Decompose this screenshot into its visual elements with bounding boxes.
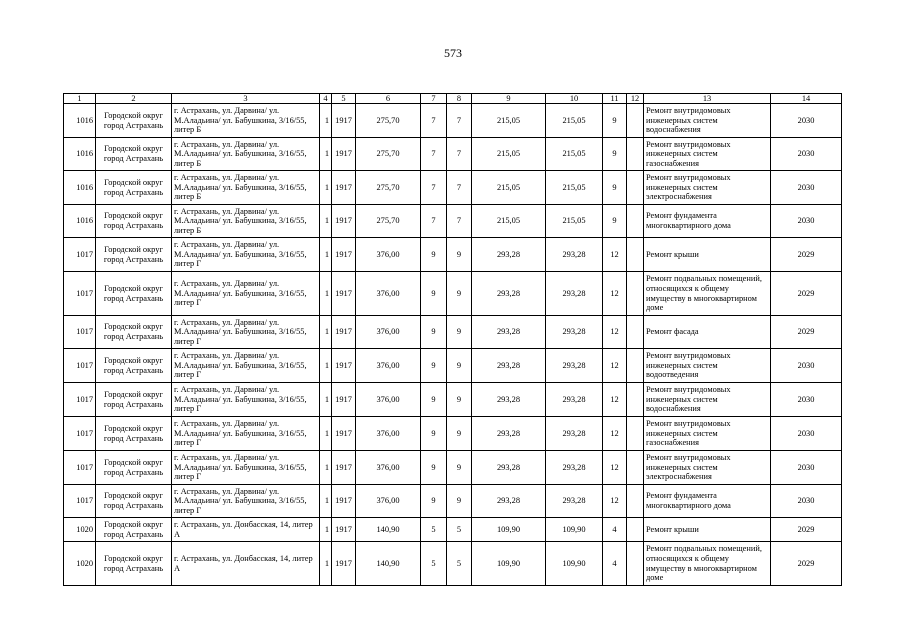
year-built-cell: 1917 bbox=[332, 272, 356, 316]
cell-cell: 1 bbox=[320, 238, 332, 272]
area-cell: 215,05 bbox=[546, 171, 603, 205]
area-cell: 293,28 bbox=[546, 383, 603, 417]
year-built-cell: 1917 bbox=[332, 451, 356, 485]
cell-cell bbox=[627, 518, 644, 542]
column-header: 2 bbox=[96, 94, 172, 104]
cell-cell bbox=[627, 451, 644, 485]
cell-cell bbox=[627, 138, 644, 171]
cell-cell: 7 bbox=[447, 138, 472, 171]
column-header: 11 bbox=[603, 94, 627, 104]
cell-cell: 7 bbox=[421, 104, 447, 138]
planned-year-cell: 2030 bbox=[771, 383, 842, 417]
table-row bbox=[64, 316, 842, 349]
area-total-cell: 376,00 bbox=[356, 485, 421, 518]
work-type-cell: Ремонт внутридомовых инженерных систем водоснабжения bbox=[644, 104, 771, 138]
planned-year-cell: 2030 bbox=[771, 171, 842, 205]
cell-cell: 1 bbox=[320, 205, 332, 238]
table-row bbox=[64, 238, 842, 272]
cell-cell: 9 bbox=[421, 316, 447, 349]
cell-cell: 9 bbox=[447, 272, 472, 316]
residents-cell: 12 bbox=[603, 272, 627, 316]
address-cell: г. Астрахань, ул. Дарвина/ ул. М.Аладьина/ ул. Бабушкина, 3/16/55, литер Б bbox=[172, 138, 320, 171]
year-built-cell: 1917 bbox=[332, 104, 356, 138]
cell-cell bbox=[627, 383, 644, 417]
year-built-cell: 1917 bbox=[332, 205, 356, 238]
residents-cell: 9 bbox=[603, 138, 627, 171]
work-type-cell: Ремонт подвальных помещений, относящихся к общему имуществу в многоквартирном доме bbox=[644, 272, 771, 316]
cell-cell bbox=[627, 316, 644, 349]
area-cell: 293,28 bbox=[472, 272, 546, 316]
column-header: 7 bbox=[421, 94, 447, 104]
municipality-cell: Городской округ город Астрахань bbox=[96, 205, 172, 238]
cell-cell: 5 bbox=[447, 518, 472, 542]
municipality-cell: Городской округ город Астрахань bbox=[96, 542, 172, 586]
year-built-cell: 1917 bbox=[332, 518, 356, 542]
cell-cell: 1 bbox=[320, 485, 332, 518]
planned-year-cell: 2030 bbox=[771, 205, 842, 238]
municipality-cell: Городской округ город Астрахань bbox=[96, 171, 172, 205]
municipality-cell: Городской округ город Астрахань bbox=[96, 272, 172, 316]
planned-year-cell: 2030 bbox=[771, 417, 842, 451]
cell-cell: 1 bbox=[320, 316, 332, 349]
column-header: 10 bbox=[546, 94, 603, 104]
residents-cell: 12 bbox=[603, 383, 627, 417]
area-total-cell: 376,00 bbox=[356, 451, 421, 485]
column-header: 9 bbox=[472, 94, 546, 104]
cell-cell: 9 bbox=[447, 316, 472, 349]
area-total-cell: 376,00 bbox=[356, 349, 421, 383]
address-cell: г. Астрахань, ул. Дарвина/ ул. М.Аладьина/ ул. Бабушкина, 3/16/55, литер Г bbox=[172, 383, 320, 417]
residents-cell: 12 bbox=[603, 238, 627, 272]
building-number-cell: 1017 bbox=[64, 383, 96, 417]
address-cell: г. Астрахань, ул. Донбасская, 14, литер А bbox=[172, 518, 320, 542]
municipality-cell: Городской округ город Астрахань bbox=[96, 485, 172, 518]
area-total-cell: 275,70 bbox=[356, 104, 421, 138]
column-header: 8 bbox=[447, 94, 472, 104]
cell-cell bbox=[627, 104, 644, 138]
cell-cell: 1 bbox=[320, 349, 332, 383]
cell-cell bbox=[627, 205, 644, 238]
municipality-cell: Городской округ город Астрахань bbox=[96, 138, 172, 171]
residents-cell: 12 bbox=[603, 485, 627, 518]
work-type-cell: Ремонт фундамента многоквартирного дома bbox=[644, 485, 771, 518]
building-number-cell: 1020 bbox=[64, 518, 96, 542]
area-cell: 293,28 bbox=[472, 349, 546, 383]
cell-cell bbox=[627, 171, 644, 205]
column-header: 3 bbox=[172, 94, 320, 104]
area-cell: 293,28 bbox=[546, 485, 603, 518]
building-number-cell: 1016 bbox=[64, 205, 96, 238]
page-number: 573 bbox=[444, 46, 462, 60]
work-type-cell: Ремонт фундамента многоквартирного дома bbox=[644, 205, 771, 238]
cell-cell bbox=[627, 542, 644, 586]
work-type-cell: Ремонт внутридомовых инженерных систем водоснабжения bbox=[644, 383, 771, 417]
cell-cell: 7 bbox=[447, 171, 472, 205]
cell-cell: 9 bbox=[421, 451, 447, 485]
cell-cell bbox=[627, 417, 644, 451]
year-built-cell: 1917 bbox=[332, 542, 356, 586]
column-header: 12 bbox=[627, 94, 644, 104]
table-row bbox=[64, 104, 842, 138]
area-total-cell: 140,90 bbox=[356, 518, 421, 542]
table-row bbox=[64, 417, 842, 451]
year-built-cell: 1917 bbox=[332, 485, 356, 518]
area-total-cell: 275,70 bbox=[356, 171, 421, 205]
column-header: 1 bbox=[64, 94, 96, 104]
area-cell: 215,05 bbox=[472, 104, 546, 138]
area-cell: 109,90 bbox=[472, 518, 546, 542]
cell-cell: 9 bbox=[421, 238, 447, 272]
year-built-cell: 1917 bbox=[332, 417, 356, 451]
cell-cell: 1 bbox=[320, 272, 332, 316]
area-cell: 293,28 bbox=[472, 238, 546, 272]
year-built-cell: 1917 bbox=[332, 138, 356, 171]
column-header: 4 bbox=[320, 94, 332, 104]
cell-cell: 7 bbox=[421, 205, 447, 238]
table-row bbox=[64, 485, 842, 518]
table-row bbox=[64, 349, 842, 383]
building-number-cell: 1017 bbox=[64, 451, 96, 485]
address-cell: г. Астрахань, ул. Дарвина/ ул. М.Аладьина/ ул. Бабушкина, 3/16/55, литер Б bbox=[172, 104, 320, 138]
header-row bbox=[64, 94, 842, 104]
municipality-cell: Городской округ город Астрахань bbox=[96, 451, 172, 485]
cell-cell: 1 bbox=[320, 451, 332, 485]
municipality-cell: Городской округ город Астрахань bbox=[96, 238, 172, 272]
area-total-cell: 376,00 bbox=[356, 417, 421, 451]
municipality-cell: Городской округ город Астрахань bbox=[96, 104, 172, 138]
planned-year-cell: 2029 bbox=[771, 542, 842, 586]
cell-cell: 1 bbox=[320, 417, 332, 451]
area-cell: 109,90 bbox=[546, 542, 603, 586]
planned-year-cell: 2029 bbox=[771, 272, 842, 316]
area-total-cell: 140,90 bbox=[356, 542, 421, 586]
address-cell: г. Астрахань, ул. Дарвина/ ул. М.Аладьина/ ул. Бабушкина, 3/16/55, литер Г bbox=[172, 238, 320, 272]
area-total-cell: 275,70 bbox=[356, 205, 421, 238]
area-total-cell: 376,00 bbox=[356, 238, 421, 272]
work-type-cell: Ремонт внутридомовых инженерных систем электроснабжения bbox=[644, 451, 771, 485]
table-body bbox=[64, 104, 842, 586]
table-row bbox=[64, 138, 842, 171]
cell-cell bbox=[627, 272, 644, 316]
cell-cell: 7 bbox=[447, 104, 472, 138]
address-cell: г. Астрахань, ул. Донбасская, 14, литер А bbox=[172, 542, 320, 586]
building-number-cell: 1020 bbox=[64, 542, 96, 586]
municipality-cell: Городской округ город Астрахань bbox=[96, 518, 172, 542]
work-type-cell: Ремонт внутридомовых инженерных систем водоотведения bbox=[644, 349, 771, 383]
municipality-cell: Городской округ город Астрахань bbox=[96, 349, 172, 383]
cell-cell: 1 bbox=[320, 171, 332, 205]
planned-year-cell: 2030 bbox=[771, 349, 842, 383]
planned-year-cell: 2030 bbox=[771, 104, 842, 138]
table-row bbox=[64, 518, 842, 542]
column-header: 5 bbox=[332, 94, 356, 104]
area-cell: 293,28 bbox=[546, 272, 603, 316]
area-cell: 215,05 bbox=[472, 171, 546, 205]
address-cell: г. Астрахань, ул. Дарвина/ ул. М.Аладьина/ ул. Бабушкина, 3/16/55, литер Б bbox=[172, 171, 320, 205]
area-total-cell: 275,70 bbox=[356, 138, 421, 171]
year-built-cell: 1917 bbox=[332, 383, 356, 417]
cell-cell: 1 bbox=[320, 138, 332, 171]
area-cell: 293,28 bbox=[546, 316, 603, 349]
area-cell: 215,05 bbox=[546, 104, 603, 138]
year-built-cell: 1917 bbox=[332, 238, 356, 272]
residents-cell: 12 bbox=[603, 316, 627, 349]
column-header: 14 bbox=[771, 94, 842, 104]
area-cell: 293,28 bbox=[472, 417, 546, 451]
cell-cell: 7 bbox=[447, 205, 472, 238]
building-number-cell: 1017 bbox=[64, 485, 96, 518]
address-cell: г. Астрахань, ул. Дарвина/ ул. М.Аладьина/ ул. Бабушкина, 3/16/55, литер Б bbox=[172, 205, 320, 238]
residents-cell: 4 bbox=[603, 542, 627, 586]
building-number-cell: 1016 bbox=[64, 104, 96, 138]
work-type-cell: Ремонт фасада bbox=[644, 316, 771, 349]
work-type-cell: Ремонт внутридомовых инженерных систем газоснабжения bbox=[644, 138, 771, 171]
planned-year-cell: 2030 bbox=[771, 138, 842, 171]
cell-cell: 5 bbox=[421, 518, 447, 542]
area-total-cell: 376,00 bbox=[356, 272, 421, 316]
cell-cell bbox=[627, 349, 644, 383]
cell-cell: 9 bbox=[447, 349, 472, 383]
table-row bbox=[64, 542, 842, 586]
municipality-cell: Городской округ город Астрахань bbox=[96, 316, 172, 349]
area-cell: 293,28 bbox=[546, 349, 603, 383]
work-type-cell: Ремонт внутридомовых инженерных систем электроснабжения bbox=[644, 171, 771, 205]
building-number-cell: 1017 bbox=[64, 417, 96, 451]
residents-cell: 12 bbox=[603, 417, 627, 451]
building-number-cell: 1017 bbox=[64, 272, 96, 316]
municipality-cell: Городской округ город Астрахань bbox=[96, 417, 172, 451]
cell-cell: 9 bbox=[421, 485, 447, 518]
area-total-cell: 376,00 bbox=[356, 383, 421, 417]
residents-cell: 9 bbox=[603, 205, 627, 238]
cell-cell: 1 bbox=[320, 383, 332, 417]
work-type-cell: Ремонт крыши bbox=[644, 238, 771, 272]
area-cell: 215,05 bbox=[546, 205, 603, 238]
cell-cell: 1 bbox=[320, 542, 332, 586]
cell-cell: 9 bbox=[421, 349, 447, 383]
address-cell: г. Астрахань, ул. Дарвина/ ул. М.Аладьина/ ул. Бабушкина, 3/16/55, литер Г bbox=[172, 272, 320, 316]
year-built-cell: 1917 bbox=[332, 171, 356, 205]
table-row bbox=[64, 383, 842, 417]
table-row bbox=[64, 451, 842, 485]
cell-cell: 9 bbox=[421, 272, 447, 316]
area-cell: 215,05 bbox=[546, 138, 603, 171]
building-number-cell: 1017 bbox=[64, 316, 96, 349]
cell-cell: 9 bbox=[447, 383, 472, 417]
cell-cell: 9 bbox=[447, 417, 472, 451]
area-total-cell: 376,00 bbox=[356, 316, 421, 349]
address-cell: г. Астрахань, ул. Дарвина/ ул. М.Аладьина/ ул. Бабушкина, 3/16/55, литер Г bbox=[172, 485, 320, 518]
work-type-cell: Ремонт внутридомовых инженерных систем газоснабжения bbox=[644, 417, 771, 451]
repair-registry-table bbox=[63, 93, 842, 586]
building-number-cell: 1017 bbox=[64, 349, 96, 383]
cell-cell: 1 bbox=[320, 104, 332, 138]
cell-cell: 9 bbox=[421, 383, 447, 417]
table-row bbox=[64, 272, 842, 316]
cell-cell: 5 bbox=[421, 542, 447, 586]
planned-year-cell: 2029 bbox=[771, 238, 842, 272]
residents-cell: 9 bbox=[603, 171, 627, 205]
column-header: 13 bbox=[644, 94, 771, 104]
address-cell: г. Астрахань, ул. Дарвина/ ул. М.Аладьина/ ул. Бабушкина, 3/16/55, литер Г bbox=[172, 316, 320, 349]
work-type-cell: Ремонт подвальных помещений, относящихся к общему имуществу в многоквартирном доме bbox=[644, 542, 771, 586]
building-number-cell: 1016 bbox=[64, 171, 96, 205]
address-cell: г. Астрахань, ул. Дарвина/ ул. М.Аладьина/ ул. Бабушкина, 3/16/55, литер Г bbox=[172, 451, 320, 485]
column-header: 6 bbox=[356, 94, 421, 104]
address-cell: г. Астрахань, ул. Дарвина/ ул. М.Аладьина/ ул. Бабушкина, 3/16/55, литер Г bbox=[172, 417, 320, 451]
address-cell: г. Астрахань, ул. Дарвина/ ул. М.Аладьина/ ул. Бабушкина, 3/16/55, литер Г bbox=[172, 349, 320, 383]
residents-cell: 9 bbox=[603, 104, 627, 138]
cell-cell: 9 bbox=[421, 417, 447, 451]
building-number-cell: 1017 bbox=[64, 238, 96, 272]
area-cell: 215,05 bbox=[472, 138, 546, 171]
cell-cell: 9 bbox=[447, 451, 472, 485]
area-cell: 293,28 bbox=[472, 316, 546, 349]
area-cell: 293,28 bbox=[472, 383, 546, 417]
area-cell: 215,05 bbox=[472, 205, 546, 238]
table-row bbox=[64, 205, 842, 238]
area-cell: 293,28 bbox=[472, 451, 546, 485]
building-number-cell: 1016 bbox=[64, 138, 96, 171]
area-cell: 293,28 bbox=[546, 238, 603, 272]
municipality-cell: Городской округ город Астрахань bbox=[96, 383, 172, 417]
cell-cell: 1 bbox=[320, 518, 332, 542]
area-cell: 109,90 bbox=[546, 518, 603, 542]
residents-cell: 12 bbox=[603, 349, 627, 383]
cell-cell: 9 bbox=[447, 485, 472, 518]
cell-cell: 7 bbox=[421, 138, 447, 171]
year-built-cell: 1917 bbox=[332, 349, 356, 383]
area-cell: 109,90 bbox=[472, 542, 546, 586]
table-row bbox=[64, 171, 842, 205]
cell-cell bbox=[627, 485, 644, 518]
planned-year-cell: 2029 bbox=[771, 316, 842, 349]
residents-cell: 4 bbox=[603, 518, 627, 542]
planned-year-cell: 2030 bbox=[771, 451, 842, 485]
cell-cell: 9 bbox=[447, 238, 472, 272]
planned-year-cell: 2029 bbox=[771, 518, 842, 542]
year-built-cell: 1917 bbox=[332, 316, 356, 349]
area-cell: 293,28 bbox=[546, 417, 603, 451]
work-type-cell: Ремонт крыши bbox=[644, 518, 771, 542]
area-cell: 293,28 bbox=[472, 485, 546, 518]
residents-cell: 12 bbox=[603, 451, 627, 485]
planned-year-cell: 2030 bbox=[771, 485, 842, 518]
cell-cell: 7 bbox=[421, 171, 447, 205]
area-cell: 293,28 bbox=[546, 451, 603, 485]
cell-cell: 5 bbox=[447, 542, 472, 586]
cell-cell bbox=[627, 238, 644, 272]
